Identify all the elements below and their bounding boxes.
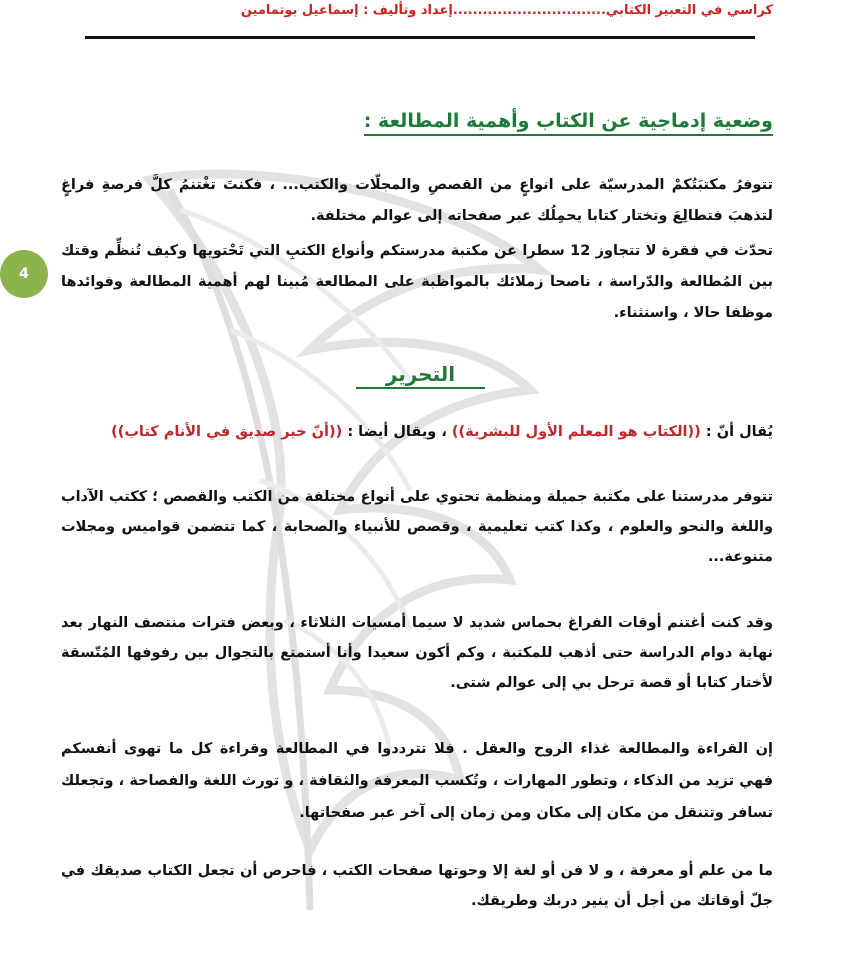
situation-paragraph-1: تتوفرُ مكتبَتُكمْ المدرسيّة على انواعٍ من القصصِ والمجلّات والكتب... ، فكنتَ تغْتنمُ كلَّ فرصةِ فراغٍ لتذهبَ فتطالِعَ وتختار كتابا يحمِلُك عبر صفحاته إلى عوالم مختلفة. xyxy=(61,177,773,224)
header-dots: ............................... xyxy=(452,3,606,18)
essay-paragraph-1: تتوفر مدرستنا على مكتبة جميلة ومنظمة تحتوي على أنواع مختلفة من الكتب والقصص ؛ ككتب الآداب واللغة والنحو والعلوم ، وكذا كتب تعليمية ، وقصص للأنبياء والصحابة ، كما تتضمن قواميس ومجلات متنوعة... xyxy=(61,489,773,565)
draft-heading: التحرير xyxy=(356,362,485,389)
essay-paragraph-2: وقد كنت أغتنم أوقات الفراغ بحماس شديد لا سيما أمسيات الثلاثاء ، وبعض فترات منتصف النهار بعد نهاية دوام الدراسة حتى أذهب للمكتبة ، وكم أكون سعيدا وأنا أستمتع بالتجوال بين رفوفها المُتّسقة لأختار كتابا أو قصة ترحل بي إلى عوالم شتى. xyxy=(61,615,773,691)
section-title: وضعية إدماجية عن الكتاب وأهمية المطالعة : xyxy=(364,110,773,136)
header-book-title: كراسي في التعبير الكتابي xyxy=(605,3,773,18)
essay-paragraph-3: إن القراءة والمطالعة غذاء الروح والعقل . فلا تترددوا في المطالعة وقراءة كل ما تهوى أنفسكم فهي تزيد من الذكاء ، وتطور المهارات ، وتُكسب المعرفة والثقافة ، و تورث اللغة والفصاحة ، وتجعلك تسافر وتتنقل من مكان إلى مكان ومن زمان إلى آخر عبر صفحاتها. xyxy=(61,741,773,821)
quote-intro: يُقال أنّ : xyxy=(700,424,773,440)
essay-paragraph-4: ما من علم أو معرفة ، و لا فن أو لغة إلا وحوتها صفحات الكتب ، فاحرص أن تجعل الكتاب صديقك في جلّ أوقاتك من أجل أن ينير دربك وطريقك. xyxy=(61,863,773,909)
quote-line xyxy=(61,424,773,440)
draft-heading-wrap xyxy=(0,362,841,386)
quote-second: ((أنّ خير صديق في الأنام كتاب)) xyxy=(111,424,343,440)
situation-paragraph-2: تحدّث في فقرة لا تتجاوز 12 سطرا عن مكتبة مدرستكم وأنواع الكتبِ التي تَحْتويها وكيف تُنظِّم وقتك بين المُطالعة والدّراسة ، ناصحا زملائك بالمواظبة على المطالعة مُبينا لهم أهمية المطالعة وفوائدها موظفا حالا ، واستثناء. xyxy=(61,243,773,321)
quote-first: ((الكتاب هو المعلم الأول للبشرية)) xyxy=(451,424,701,440)
quote-middle: ، ويقال أيضا : xyxy=(342,424,452,440)
page-header xyxy=(73,3,773,18)
header-author: إعداد وتأليف : إسماعيل بوتمامين xyxy=(240,3,453,18)
header-divider xyxy=(85,36,755,39)
page-number-badge: 4 xyxy=(0,250,48,298)
